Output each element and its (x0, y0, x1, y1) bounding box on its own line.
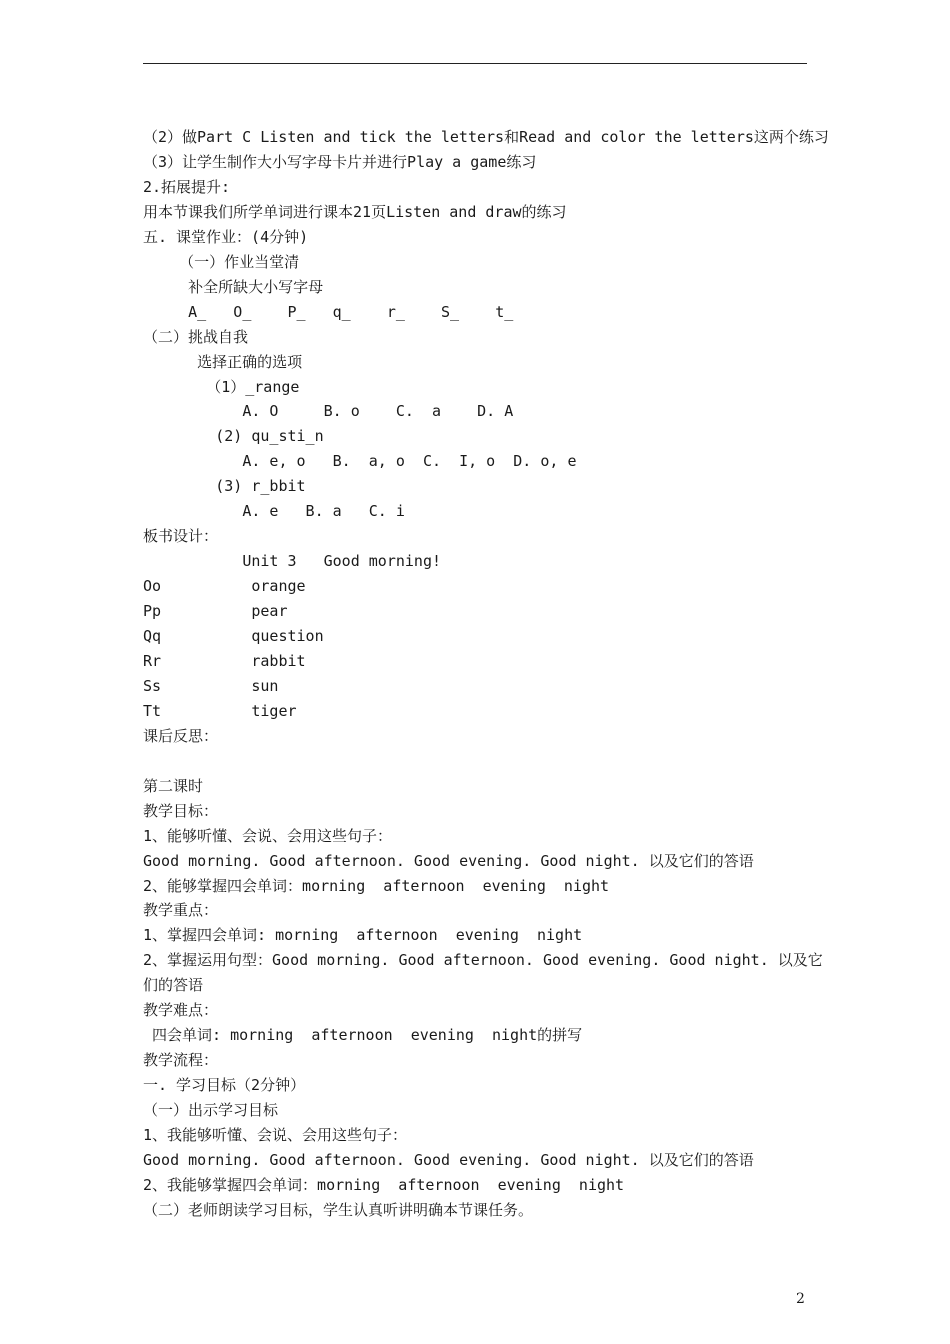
text-line: 补全所缺大小写字母 (143, 277, 324, 296)
text-line: A. e, o B. a, o C. I, o D. o, e (143, 452, 577, 471)
text-line: （2）做Part C Listen and tick the letters和Read and color the letters这两个练习 (143, 128, 829, 146)
text-line: Pp pear (143, 602, 288, 621)
text-line: 教学流程： (143, 1051, 219, 1070)
header-rule (143, 63, 807, 64)
text-line: Ss sun (143, 676, 279, 695)
text-line: Tt tiger (143, 701, 297, 720)
text-line: （3）让学生制作大小写字母卡片并进行Play a game练习 (143, 152, 537, 171)
text-line: A. O B. o C. a D. A (143, 402, 514, 421)
text-line: 板书设计： (143, 527, 219, 546)
text-line: 课后反思： (143, 726, 219, 745)
text-line: (3) r_bbit (143, 477, 306, 496)
text-line: Qq question (143, 627, 324, 645)
text-line: 教学难点： (143, 1001, 219, 1020)
text-line: 用本节课我们所学单词进行课本21页Listen and draw的练习 (143, 202, 567, 221)
text-line: （一）出示学习目标 (143, 1101, 279, 1120)
text-line: 1、我能够听懂、会说、会用这些句子： (143, 1126, 408, 1144)
text-line: A_ O_ P_ q_ r_ S_ t_ (143, 302, 514, 321)
text-line: 一. 学习目标（2分钟） (143, 1076, 306, 1095)
text-line: 教学重点： (143, 901, 219, 920)
text-line: (2) qu_sti_n (143, 427, 324, 446)
text-line: （二）挑战自我 (143, 327, 249, 346)
text-line: （1）_range (143, 377, 300, 396)
text-line: Oo orange (143, 577, 306, 596)
text-line: （一）作业当堂清 (143, 252, 300, 271)
text-line: 五. 课堂作业：(4分钟) (143, 227, 309, 246)
text-line: Good morning. Good afternoon. Good evening. Good night. 以及它们的答语 (143, 851, 754, 870)
text-line: Good morning. Good afternoon. Good evening. Good night. 以及它们的答语 (143, 1150, 754, 1169)
text-line: 2、我能够掌握四会单词：morning afternoon evening night (143, 1175, 625, 1194)
text-line: （二）老师朗读学习目标，学生认真听讲明确本节课任务。 (143, 1200, 534, 1219)
text-line: 教学目标： (143, 801, 219, 820)
text-line: 1、掌握四会单词: morning afternoon evening night (143, 926, 583, 945)
text-line: 第二课时 (143, 776, 204, 795)
text-line: Rr rabbit (143, 651, 306, 670)
text-line: 四会单词: morning afternoon evening night的拼写 (143, 1026, 583, 1045)
text-line: 1、能够听懂、会说、会用这些句子： (143, 826, 393, 845)
text-line: 2、能够掌握四会单词：morning afternoon evening night (143, 876, 610, 895)
text-line: 选择正确的选项 (143, 352, 303, 371)
text-line: Unit 3 Good morning! (143, 552, 442, 571)
page-number: 2 (796, 1291, 805, 1307)
text-line: A. e B. a C. i (143, 502, 405, 521)
text-line: 们的答语 (143, 976, 204, 995)
text-line: 2、掌握运用句型：Good morning. Good afternoon. Good evening. Good night. 以及它 (143, 951, 823, 970)
text-line: 2.拓展提升: (143, 177, 231, 196)
